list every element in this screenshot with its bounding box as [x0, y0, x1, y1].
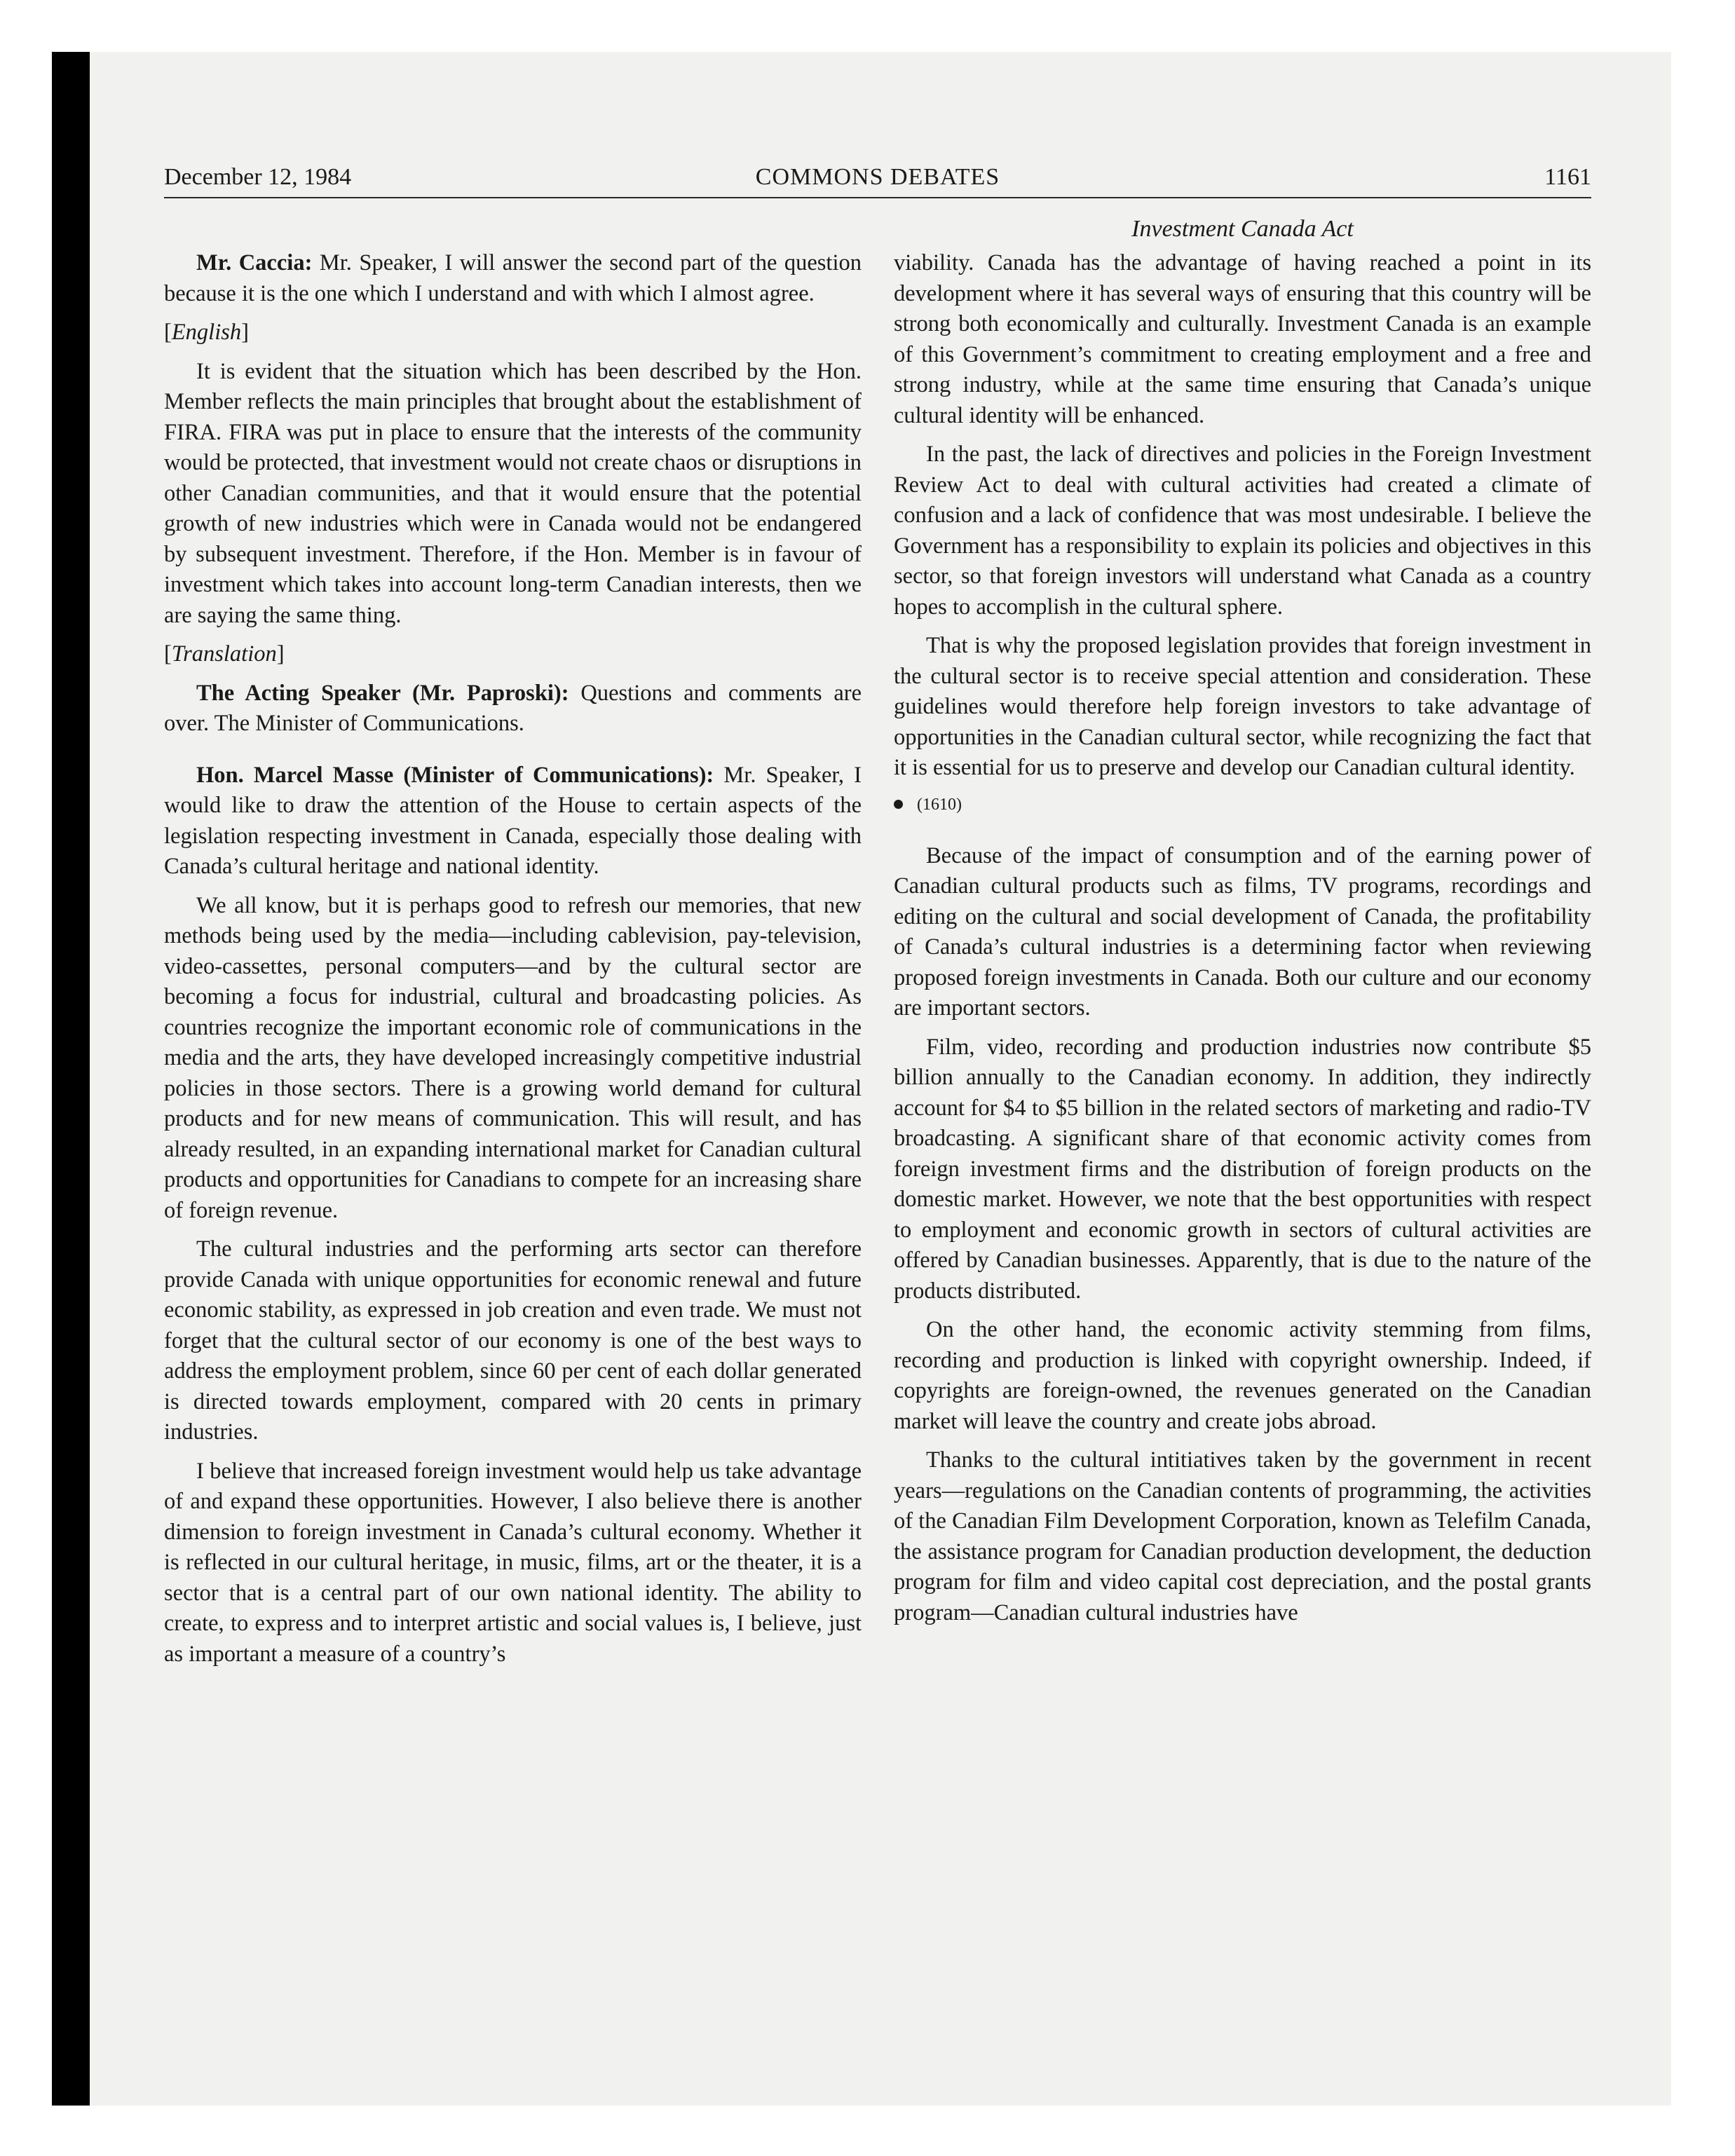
speech-text: Questions and comments are over. The Minister of Communications. — [164, 680, 862, 736]
speaker-name: Hon. Marcel Masse (Minister of Communications): — [196, 762, 714, 788]
header-page-number: 1161 — [1544, 164, 1591, 190]
section-subhead: Investment Canada Act — [1131, 216, 1354, 242]
left-column — [164, 248, 862, 1678]
binding-edge — [52, 52, 90, 2106]
paragraph: That is why the proposed legislation provides that foreign investment in the cultural sector is to receive special attention and consideration. These guidelines would therefore help foreign investors to take advantage of opportunities in the Canadian cultural sector, while recognizing the fact that it is essential for us to preserve and develop our Canadian cultural identity. — [894, 633, 1591, 780]
time-marker — [894, 792, 1591, 817]
paragraph: Film, video, recording and production industries now contribute $5 billion annually to the Canadian economy. In addition, they indirectly account for $4 to $5 billion in the related sectors of marketing and radio-TV broadcasting. A significant share of that economic activity comes from foreign investment firms and the distribution of foreign products on the domestic market. However, we note that the best opportunities with respect to employment and economic growth in sectors of cultural activities are offered by Canadian businesses. Apparently, that is due to the nature of the products distributed. — [894, 1034, 1591, 1304]
right-column — [894, 248, 1591, 1637]
speaker-name: Mr. Caccia: — [196, 250, 313, 275]
paragraph — [164, 678, 862, 739]
paragraph: I believe that increased foreign investment would help us take advantage of and expand these opportunities. However, I also believe there is another dimension to foreign investment in Canada’s cultural economy. Whether it is reflected in our cultural heritage, in music, films, art or the theater, it is a sector that is a central part of our own national identity. The ability to create, to express and to interpret artistic and social values is, I believe, just as important a measure of a country’s — [164, 1458, 862, 1667]
paragraph: We all know, but it is perhaps good to refresh our memories, that new methods being used by the media—including cablevision, pay-television, video-cassettes, personal computers—and by the cultural sector are becoming a focus for industrial, cultural and broadcasting policies. As countries recognize the important economic role of communications in the media and the arts, they have developed increasingly competitive industrial policies in those sectors. There is a growing world demand for cultural products and for new means of communication. This will result, and has already resulted, in an expanding international market for Canadian cultural products and opportunities for Canadians to compete for an increasing share of foreign revenue. — [164, 892, 862, 1223]
paragraph: The cultural industries and the performing arts sector can therefore provide Canada with unique opportunities for economic renewal and future economic stability, as expressed in job creation and even trade. We must not forget that the cultural sector of our economy is one of the best ways to address the employment problem, since 60 per cent of each dollar generated is directed towards employment, compared with 20 cents in primary industries. — [164, 1236, 862, 1445]
paragraph — [164, 760, 862, 882]
paragraph — [164, 248, 862, 309]
paragraph: viability. Canada has the advantage of having reached a point in its development where it has several ways of ensuring that this country will be strong both economically and culturally. Investment Canada is an example of this Government’s commitment to creating employment and a free and strong industry, while at the same time ensuring that Canada’s unique cultural identity will be enhanced. — [894, 250, 1591, 428]
header-date: December 12, 1984 — [164, 164, 352, 190]
time-marker-label: (1610) — [917, 795, 962, 814]
bullet-icon — [894, 800, 903, 809]
language-label: Translation — [171, 641, 277, 667]
paragraph: In the past, the lack of directives and policies in the Foreign Investment Review Act to deal with cultural activities had created a climate of confusion and a lack of confidence that was most undesirable. I believe the Government has a responsibility to explain its policies and objectives in this sector, so that foreign investors will understand what Canada as a country hopes to accomplish in the cultural sphere. — [894, 442, 1591, 620]
speech-text: Mr. Speaker, I would like to draw the attention of the House to certain aspects of the legislation respecting investment in Canada, especially those dealing with Canada’s cultural heritage and national identity. — [164, 762, 862, 879]
speaker-name: The Acting Speaker (Mr. Paproski): — [196, 680, 569, 706]
language-note: [English] — [164, 320, 249, 345]
header-rule — [164, 197, 1591, 198]
header-publication: COMMONS DEBATES — [755, 164, 1000, 190]
paragraph: Thanks to the cultural intitiatives taken by the government in recent years—regulations on the Canadian contents of programming, the activities of the Canadian Film Development Corporation, known as Telefilm Canada, the assistance program for Canadian production development, the deduction program for film and video capital cost depreciation, and the postal grants program—Canadian cultural industries have — [894, 1447, 1591, 1625]
paragraph: On the other hand, the economic activity stemming from films, recording and production is linked with copyright ownership. Indeed, if copyrights are foreign-owned, the revenues generated on the Canadian market will leave the country and create jobs abroad. — [894, 1317, 1591, 1434]
paragraph: It is evident that the situation which has been described by the Hon. Member reflects the main principles that brought about the establishment of FIRA. FIRA was put in place to ensure that the interests of the community would be protected, that investment would not create chaos or disruptions in other Canadian communities, and that it would ensure that the potential growth of new industries which were in Canada would not be endangered by subsequent investment. Therefore, if the Hon. Member is in favour of investment which takes into account long-term Canadian interests, then we are saying the same thing. — [164, 358, 862, 628]
speech-text: Mr. Speaker, I will answer the second part of the question because it is the one which I understand and with which I almost agree. — [164, 250, 862, 306]
language-note: [Translation] — [164, 641, 285, 667]
paragraph: Because of the impact of consumption and of the earning power of Canadian cultural products such as films, TV programs, recordings and editing on the cultural and social development of Canada, the profitability of Canada’s cultural industries is a determining factor when reviewing proposed foreign investments in Canada. Both our culture and our economy are important sectors. — [894, 842, 1591, 1021]
language-label: English — [171, 320, 242, 345]
running-head — [164, 161, 1591, 193]
